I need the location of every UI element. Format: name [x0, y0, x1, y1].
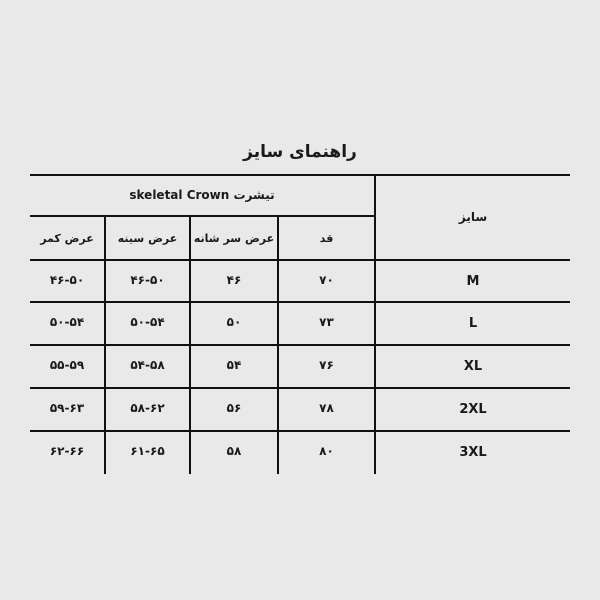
size-header: سایز — [458, 210, 488, 224]
waist-value: ۴۶-۵۰ — [49, 273, 85, 287]
table-rule-col — [104, 215, 106, 474]
waist-value: ۶۲-۶۶ — [49, 444, 85, 458]
size-label: 2XL — [459, 402, 487, 417]
size-label: XL — [463, 359, 483, 374]
chest-value: ۶۱-۶۵ — [130, 444, 165, 458]
page-title: راهنمای سایز — [243, 142, 357, 162]
table-rule-row — [30, 259, 570, 261]
table-rule-header — [30, 215, 374, 217]
shoulder-value: ۴۶ — [226, 273, 242, 287]
column-header-chest: عرض سینه — [117, 232, 178, 245]
shoulder-value: ۵۶ — [226, 401, 242, 415]
waist-value: ۵۵-۵۹ — [49, 358, 85, 372]
table-rule-col — [277, 215, 279, 474]
shoulder-value: ۵۸ — [226, 444, 242, 458]
table-rule-row — [30, 430, 570, 432]
table-rule-top — [30, 174, 570, 176]
height-value: ۷۸ — [319, 401, 334, 415]
table-rule-col — [189, 215, 191, 474]
column-header-height: قد — [319, 232, 334, 245]
chest-value: ۴۶-۵۰ — [130, 273, 165, 287]
column-header-waist: عرض کمر — [40, 232, 94, 245]
chest-value: ۵۸-۶۲ — [130, 401, 165, 415]
waist-value: ۵۰-۵۴ — [49, 315, 85, 329]
size-label: M — [466, 274, 480, 289]
waist-value: ۵۹-۶۳ — [49, 401, 85, 415]
shoulder-value: ۵۰ — [226, 315, 242, 329]
chest-value: ۵۰-۵۴ — [130, 315, 165, 329]
product-header: تیشرت skeletal Crown — [129, 188, 275, 202]
table-rule-row — [30, 387, 570, 389]
height-value: ۸۰ — [319, 444, 334, 458]
height-value: ۷۳ — [319, 315, 334, 329]
chest-value: ۵۴-۵۸ — [130, 358, 165, 372]
height-value: ۷۰ — [319, 273, 334, 287]
size-label: 3XL — [459, 445, 487, 460]
column-header-shoulder: عرض سر شانه — [193, 232, 275, 245]
height-value: ۷۶ — [319, 358, 334, 372]
shoulder-value: ۵۴ — [226, 358, 242, 372]
size-label: L — [468, 316, 478, 331]
table-rule-row — [30, 344, 570, 346]
table-rule-row — [30, 301, 570, 303]
